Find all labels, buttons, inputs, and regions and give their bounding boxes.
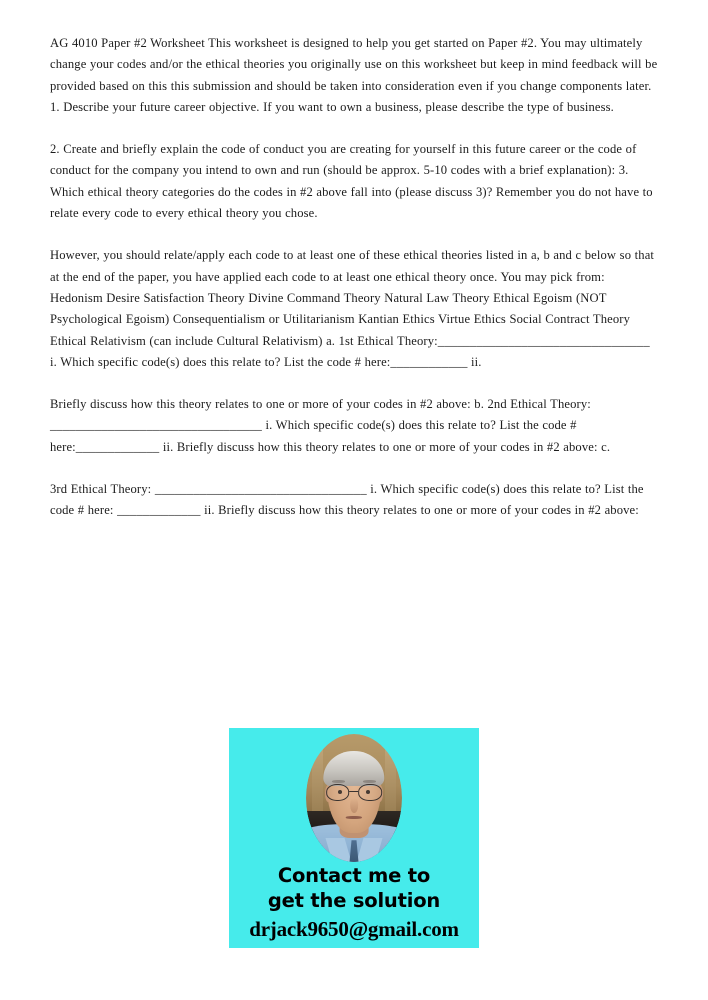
document-text-body (50, 33, 658, 522)
glasses-lens-left (326, 784, 349, 801)
portrait-mouth (346, 816, 362, 819)
paragraph-second-ethical-theory: Briefly discuss how this theory relates to one or more of your codes in #2 above: b. 2nd Ethical Theory: _________________________________ i. Which specific code(s) does this relate to? List the code # here:_____________ ii. Briefly discuss how this theory relates to one or more of your codes in #2 above: c. (50, 397, 611, 454)
portrait-background-right (385, 734, 397, 818)
glasses-icon (326, 784, 382, 801)
paragraph-intro: AG 4010 Paper #2 Worksheet This worksheet is designed to help you get started on Paper #2. You may ultimately change your codes and/or the ethical theories you originally use on this worksheet but keep in mind feedback will be provided based on this this submission and should be taken into consideration even if you change components later. 1. Describe your future career objective. If you want to own a business, please describe the type of business. (50, 36, 658, 114)
paragraph-question-2-and-3: 2. Create and briefly explain the code of conduct you are creating for yourself in this future career or the code of conduct for the company you intend to own and run (should be approx. 5-10 codes with a brief explanation): 3. Which ethical theory categories do the codes in #2 above fall into (please discuss 3)? Remember you do not have to relate every code to every ethical theory you chose. (50, 142, 653, 221)
glasses-lens-right (358, 784, 381, 801)
paragraph-third-ethical-theory: 3rd Ethical Theory: _________________________________ i. Which specific code(s) does this relate to? List the code # here: _____________ ii. Briefly discuss how this theory relates to one or more of your codes in #2 above: (50, 482, 644, 518)
contact-email[interactable]: drjack9650@gmail.com (249, 917, 459, 941)
glasses-bridge (350, 791, 359, 793)
portrait-eyebrow-right (363, 780, 376, 783)
portrait-background-left (312, 734, 324, 818)
contact-headline-line-2: get the solution (267, 889, 441, 912)
avatar (306, 734, 402, 862)
contact-headline-line-1: Contact me to (277, 864, 431, 887)
paragraph-theory-list-and-first-theory: However, you should relate/apply each code to at least one of these ethical theories listed in a, b and c below so that at the end of the paper, you have applied each code to at least one ethical theory once. You may pick from: Hedonism Desire Satisfaction Theory Divine Command Theory Natural Law Theory Ethical Egoism (NOT Psychological Egoism) Consequentialism or Utilitarianism Kantian Ethics Virtue Ethics Social Contract Theory Ethical Relativism (can include Cultural Relativism) a. 1st Ethical Theory:_________________________________ i. Which specific code(s) does this relate to? List the code # here:____________ ii. (50, 248, 655, 369)
contact-card (229, 728, 479, 948)
portrait-photo-icon (306, 734, 402, 862)
